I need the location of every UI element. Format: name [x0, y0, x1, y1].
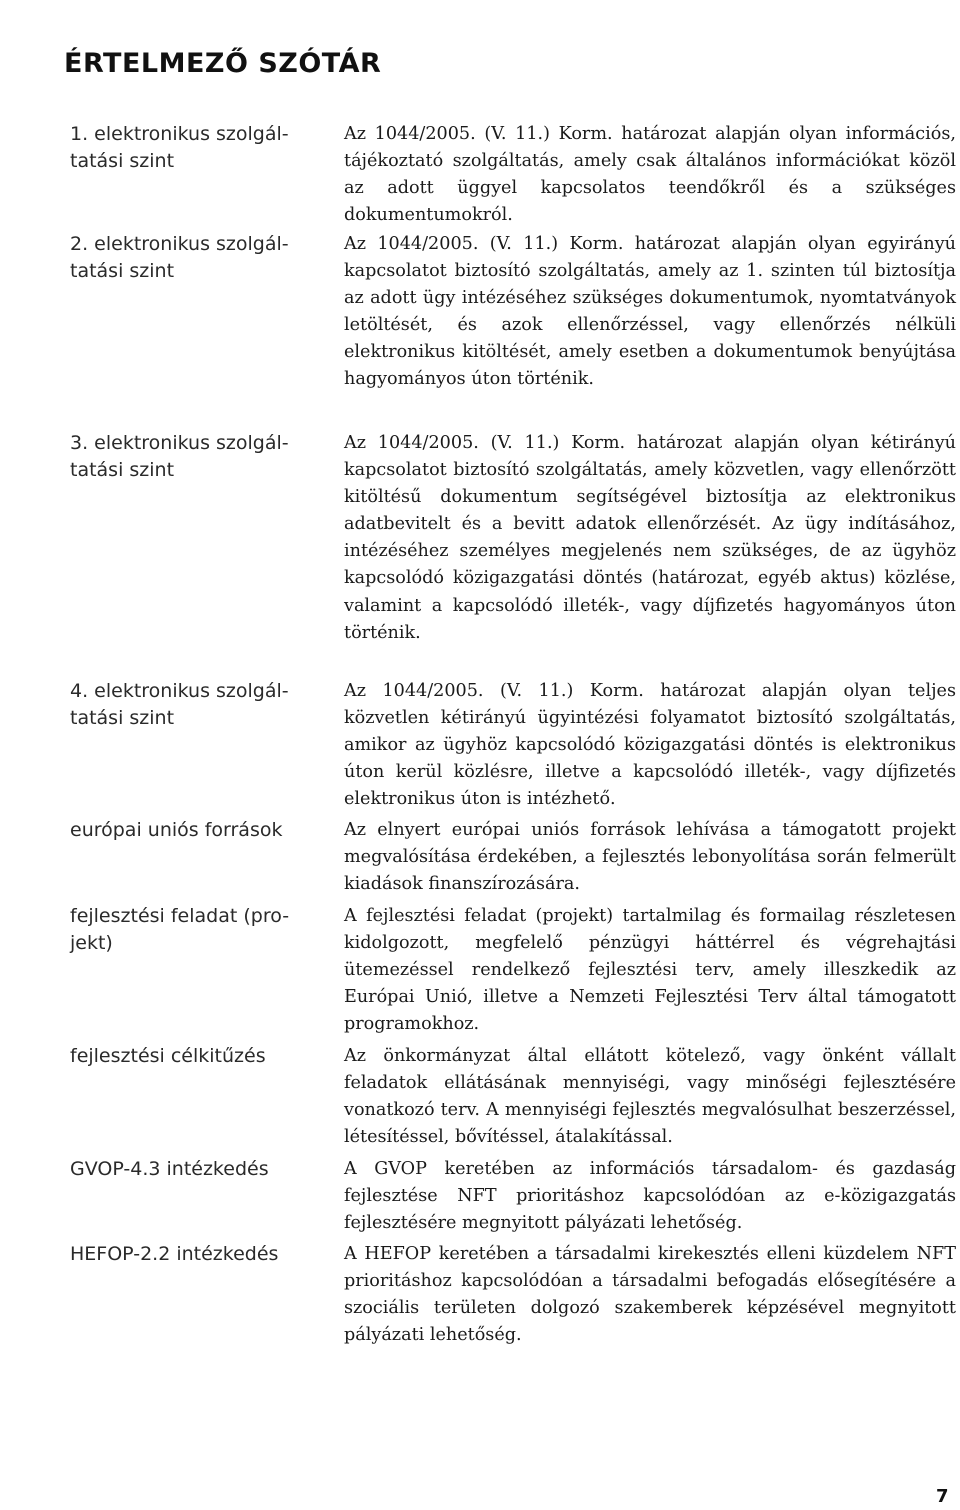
glossary-term: fejlesztési célkitűzés [70, 1045, 266, 1067]
glossary-term: fejlesztési feladat (pro- jekt) [70, 905, 290, 954]
glossary-definition: Az 1044/2005. (V. 11.) Korm. határozat alapján olyan kétirányú kapcsolatot biztosító szolgáltatás, amely közvetlen, vagy ellenőrzött kitöltésű dokumentum segítségével biztosítja az elektronikus adatbevitelt és a bevitt adatok ellenőrzését. Az ügy indításához, intézéséhez személyes megjelenés nem szükséges, de az ügyhöz kapcsolódó közigazgatási döntés (határozat, egyéb aktus) közlése, valamint a kapcsolódó illeték-, vagy díjfizetés hagyományos úton történik. [344, 433, 956, 643]
glossary-definition: Az elnyert európai uniós források lehívása a támogatott projekt megvalósítása érdekében, a fejlesztés lebonyolítása során felmerült kiadások finanszírozására. [344, 820, 956, 895]
glossary-definition: A HEFOP keretében a társadalmi kirekesztés elleni küzdelem NFT prioritáshoz kapcsolódóan a társadalmi befogadás elősegítésére a szociális területen dolgozó szakemberek képzésével megnyitott pályázati lehetőség. [344, 1244, 956, 1346]
page-title: ÉRTELMEZŐ SZÓTÁR [64, 48, 382, 79]
glossary-term: 4. elektronikus szolgál- tatási szint [70, 680, 289, 729]
glossary-term: 2. elektronikus szolgál- tatási szint [70, 233, 289, 282]
glossary-definition: Az 1044/2005. (V. 11.) Korm. határozat alapján olyan teljes közvetlen kétirányú ügyintézési folyamatot biztosító szolgáltatás, amikor az ügyhöz kapcsolódó közigazgatási döntés is elektronikus úton kerül közlésre, illetve a kapcsolódó illeték-, vagy díjfizetés elektronikus úton is intézhető. [344, 681, 956, 810]
glossary-term: európai uniós források [70, 819, 283, 841]
glossary-term: 1. elektronikus szolgál- tatási szint [70, 123, 289, 172]
page-number: 7 [936, 1486, 949, 1507]
glossary-definition: A GVOP keretében az információs társadalom- és gazdaság fejlesztése NFT prioritáshoz kapcsolódóan az e-közigazgatás fejlesztésére megnyitott pályázati lehetőség. [344, 1159, 956, 1234]
glossary-definition: Az önkormányzat által ellátott kötelező, vagy önként vállalt feladatok ellátásának mennyiségi, vagy minőségi fejlesztésére vonatkozó terv. A mennyiségi fejlesztés megvalósulhat beszerzéssel, létesítéssel, bővítéssel, átalakítással. [344, 1046, 956, 1148]
glossary-term: HEFOP-2.2 intézkedés [70, 1243, 279, 1265]
glossary-term: GVOP-4.3 intézkedés [70, 1158, 269, 1180]
glossary-definition: Az 1044/2005. (V. 11.) Korm. határozat alapján olyan egyirányú kapcsolatot biztosító szolgáltatás, amely az 1. szinten túl biztosítja az adott ügy intézéséhez szükséges dokumentumok, nyomtatványok letöltését, és azok ellenőrzéssel, vagy ellenőrzés nélküli elektronikus kitöltését, amely esetben a dokumentumok benyújtása hagyományos úton történik. [344, 234, 956, 390]
glossary-definition: A fejlesztési feladat (projekt) tartalmilag és formailag részletesen kidolgozott, megfelelő pénzügyi háttérrel és végrehajtási ütemezéssel rendelkező fejlesztési terv, amely illeszkedik az Európai Unió, illetve a Nemzeti Fejlesztési Terv által támogatott programokhoz. [344, 906, 956, 1035]
glossary-term: 3. elektronikus szolgál- tatási szint [70, 432, 289, 481]
glossary-definition: Az 1044/2005. (V. 11.) Korm. határozat alapján olyan információs, tájékoztató szolgáltatás, amely csak általános információkat közöl az adott üggyel kapcsolatos teendőkről és a szükséges dokumentumokról. [344, 124, 956, 226]
